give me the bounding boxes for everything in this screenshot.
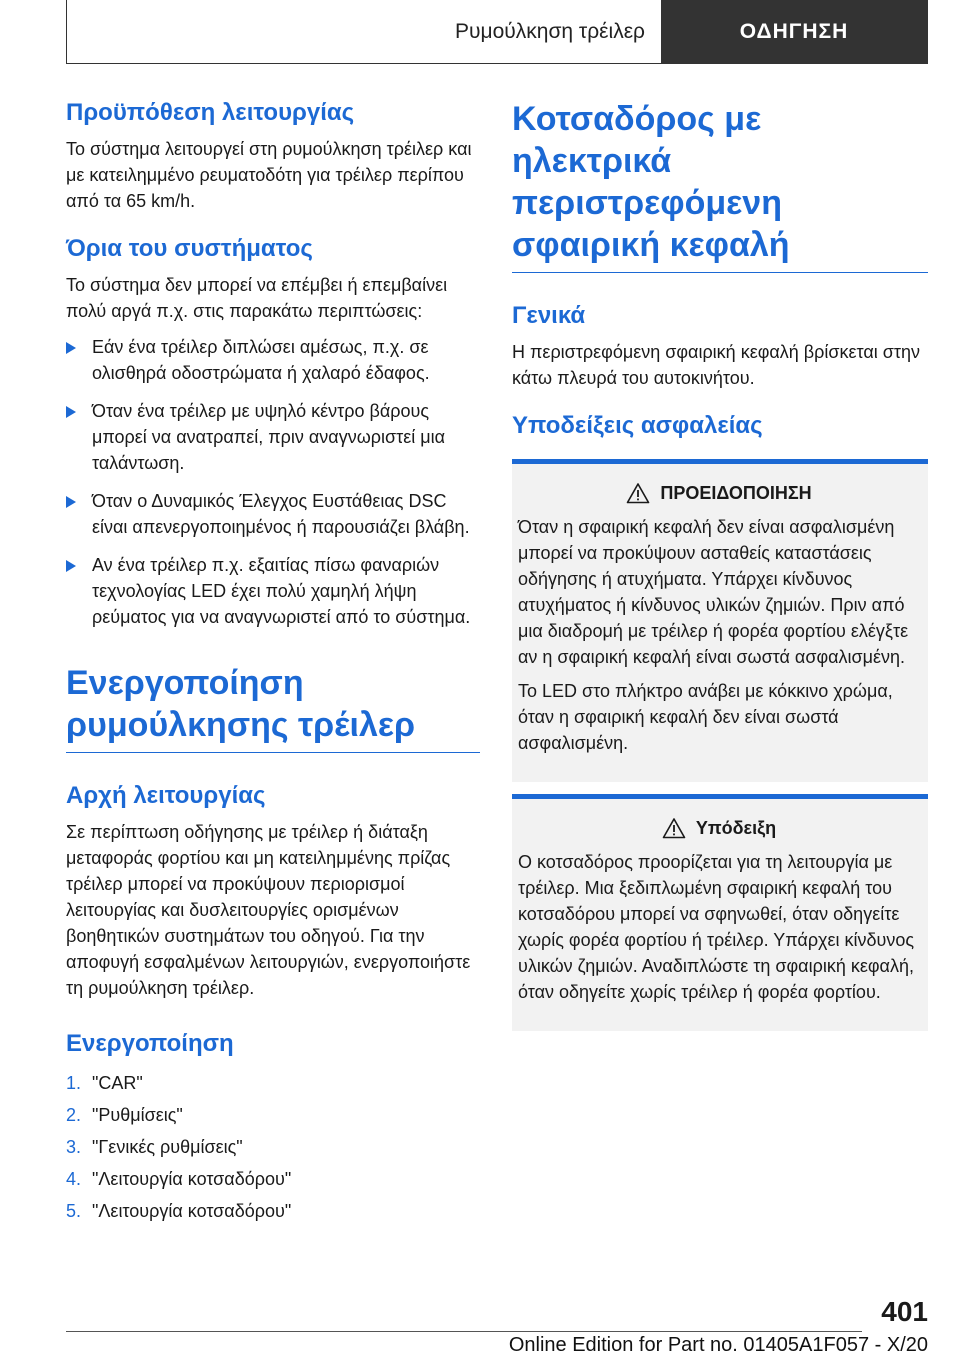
list-item: Εάν ένα τρέιλερ διπλώσει αμέσως, π.χ. σε ολισθηρά οδοστρώματα ή χαλαρό έδαφος.	[66, 334, 480, 386]
triangle-bullet-icon	[66, 496, 76, 508]
warning-box	[512, 459, 928, 782]
warning-triangle-icon	[662, 817, 686, 839]
principle-heading: Αρχή λειτουργίας	[66, 782, 266, 809]
warning-text-2: Το LED στο πλήκτρο ανάβει με κόκκινο χρώμα, όταν η σφαιρική κεφαλή δεν είναι σωστά ασφαλισμένη.	[518, 681, 893, 753]
ball-head-section-title: Κοτσαδόρος με ηλεκτρικά περιστρεφόμενη σφαιρική κεφαλή	[512, 98, 928, 273]
step-item: 3. "Γενικές ρυθμίσεις"	[66, 1137, 243, 1157]
step-item: 2. "Ρυθμίσεις"	[66, 1105, 183, 1125]
notice-text: Ο κοτσαδόρος προορίζεται για τη λειτουργία με τρέιλερ. Μια ξεδιπλωμένη σφαιρική κεφαλή του κοτσαδόρου μπορεί να σφηνωθεί, όταν οδηγείτε χωρίς φορέα φορτίου ή τρέιλερ. Υπάρχει κίνδυνος υλικών ζημιών. Αναδιπλώστε τη σφαιρική κεφαλή, όταν οδηγείτε χωρίς τρέιλερ ή φορέα φορτίου.	[518, 852, 915, 1002]
page-number: 401	[881, 1296, 928, 1327]
running-header	[66, 0, 928, 64]
general-heading: Γενικά	[512, 302, 586, 329]
warning-text-1: Όταν η σφαιρική κεφαλή δεν είναι ασφαλισμένη μπορεί να προκύψουν ασταθείς καταστάσεις οδήγησης ή ατυχήματα. Υπάρχει κίνδυνος ατυχήματος ή κίνδυνος υλικών ζημιών. Πριν από μια διαδρομή με τρέιλερ ή φορέα φορτίου ελέγξτε αν η σφαιρική κεφαλή είναι σωστά ασφαλισμένη.	[518, 517, 909, 667]
footer-rule	[66, 1331, 862, 1332]
list-item: Αν ένα τρέιλερ π.χ. εξαιτίας πίσω φαναριών τεχνολογίας LED έχει πολύ χαμηλή λήψη ρεύματος για να αναγνωριστεί από το σύστημα.	[66, 552, 480, 630]
safety-heading: Υποδείξεις ασφαλείας	[512, 412, 763, 439]
limits-intro: Το σύστημα δεν μπορεί να επέμβει ή επεμβαίνει πολύ αργά π.χ. στις παρακάτω περιπτώσεις:	[66, 275, 448, 321]
edition-footer: Online Edition for Part no. 01405A1F057 - X/20	[508, 1334, 928, 1356]
general-text: Η περιστρεφόμενη σφαιρική κεφαλή βρίσκεται στην κάτω πλευρά του αυτοκινήτου.	[512, 342, 921, 388]
principle-text: Σε περίπτωση οδήγησης με τρέιλερ ή διάταξη μεταφοράς φορτίου και μη κατειλημμένης πρίζας τρέιλερ μπορεί να προκύψουν περιορισμοί λειτουργίας και δυσλειτουργίες ορισμένων βοηθητικών συστημάτων του οδηγού. Για την αποφυγή εσφαλμένων λειτουργιών, ενεργοποιήστε τη ρυμούλκηση τρέιλερ.	[66, 822, 471, 998]
notice-box	[512, 794, 928, 1031]
header-section-title: Ρυμούλκηση τρέιλερ	[455, 19, 645, 43]
warning-triangle-icon	[626, 482, 650, 504]
triangle-bullet-icon	[66, 406, 76, 418]
triangle-bullet-icon	[66, 560, 76, 572]
header-chapter-tab: ΟΔΗΓΗΣΗ	[661, 0, 927, 63]
limits-heading: Όρια του συστήματος	[66, 235, 313, 262]
prereq-heading: Προϋπόθεση λειτουργίας	[66, 99, 355, 126]
list-item: Όταν ο Δυναμικός Έλεγχος Ευστάθειας DSC είναι απενεργοποιημένος ή παρουσιάζει βλάβη.	[66, 488, 480, 540]
activation-steps	[66, 1067, 480, 1227]
left-column	[66, 98, 480, 1227]
list-item: Όταν ένα τρέιλερ με υψηλό κέντρο βάρους μπορεί να ανατραπεί, πριν αναγνωριστεί μια ταλάντωση.	[66, 398, 480, 476]
triangle-bullet-icon	[66, 342, 76, 354]
limits-list	[66, 334, 480, 630]
warning-label: ΠΡΟΕΙΔΟΠΟΙΗΣΗ	[660, 482, 812, 503]
activation-heading: Ενεργοποίηση	[66, 1030, 234, 1057]
notice-header	[518, 817, 920, 839]
warning-header	[518, 482, 920, 504]
right-column	[512, 98, 928, 1031]
step-item: 4. "Λειτουργία κοτσαδόρου"	[66, 1169, 292, 1189]
activation-section-title: Ενεργοποίηση ρυμούλκησης τρέιλερ	[66, 662, 480, 753]
notice-label: Υπόδειξη	[695, 817, 777, 838]
prereq-text: Το σύστημα λειτουργεί στη ρυμούλκηση τρέιλερ και με κατειλημμένο ρευματοδότη για τρέιλερ περίπου από τα 65 km/h.	[66, 139, 472, 211]
step-item: 5. "Λειτουργία κοτσαδόρου"	[66, 1201, 292, 1221]
step-item: 1. "CAR"	[66, 1073, 143, 1093]
